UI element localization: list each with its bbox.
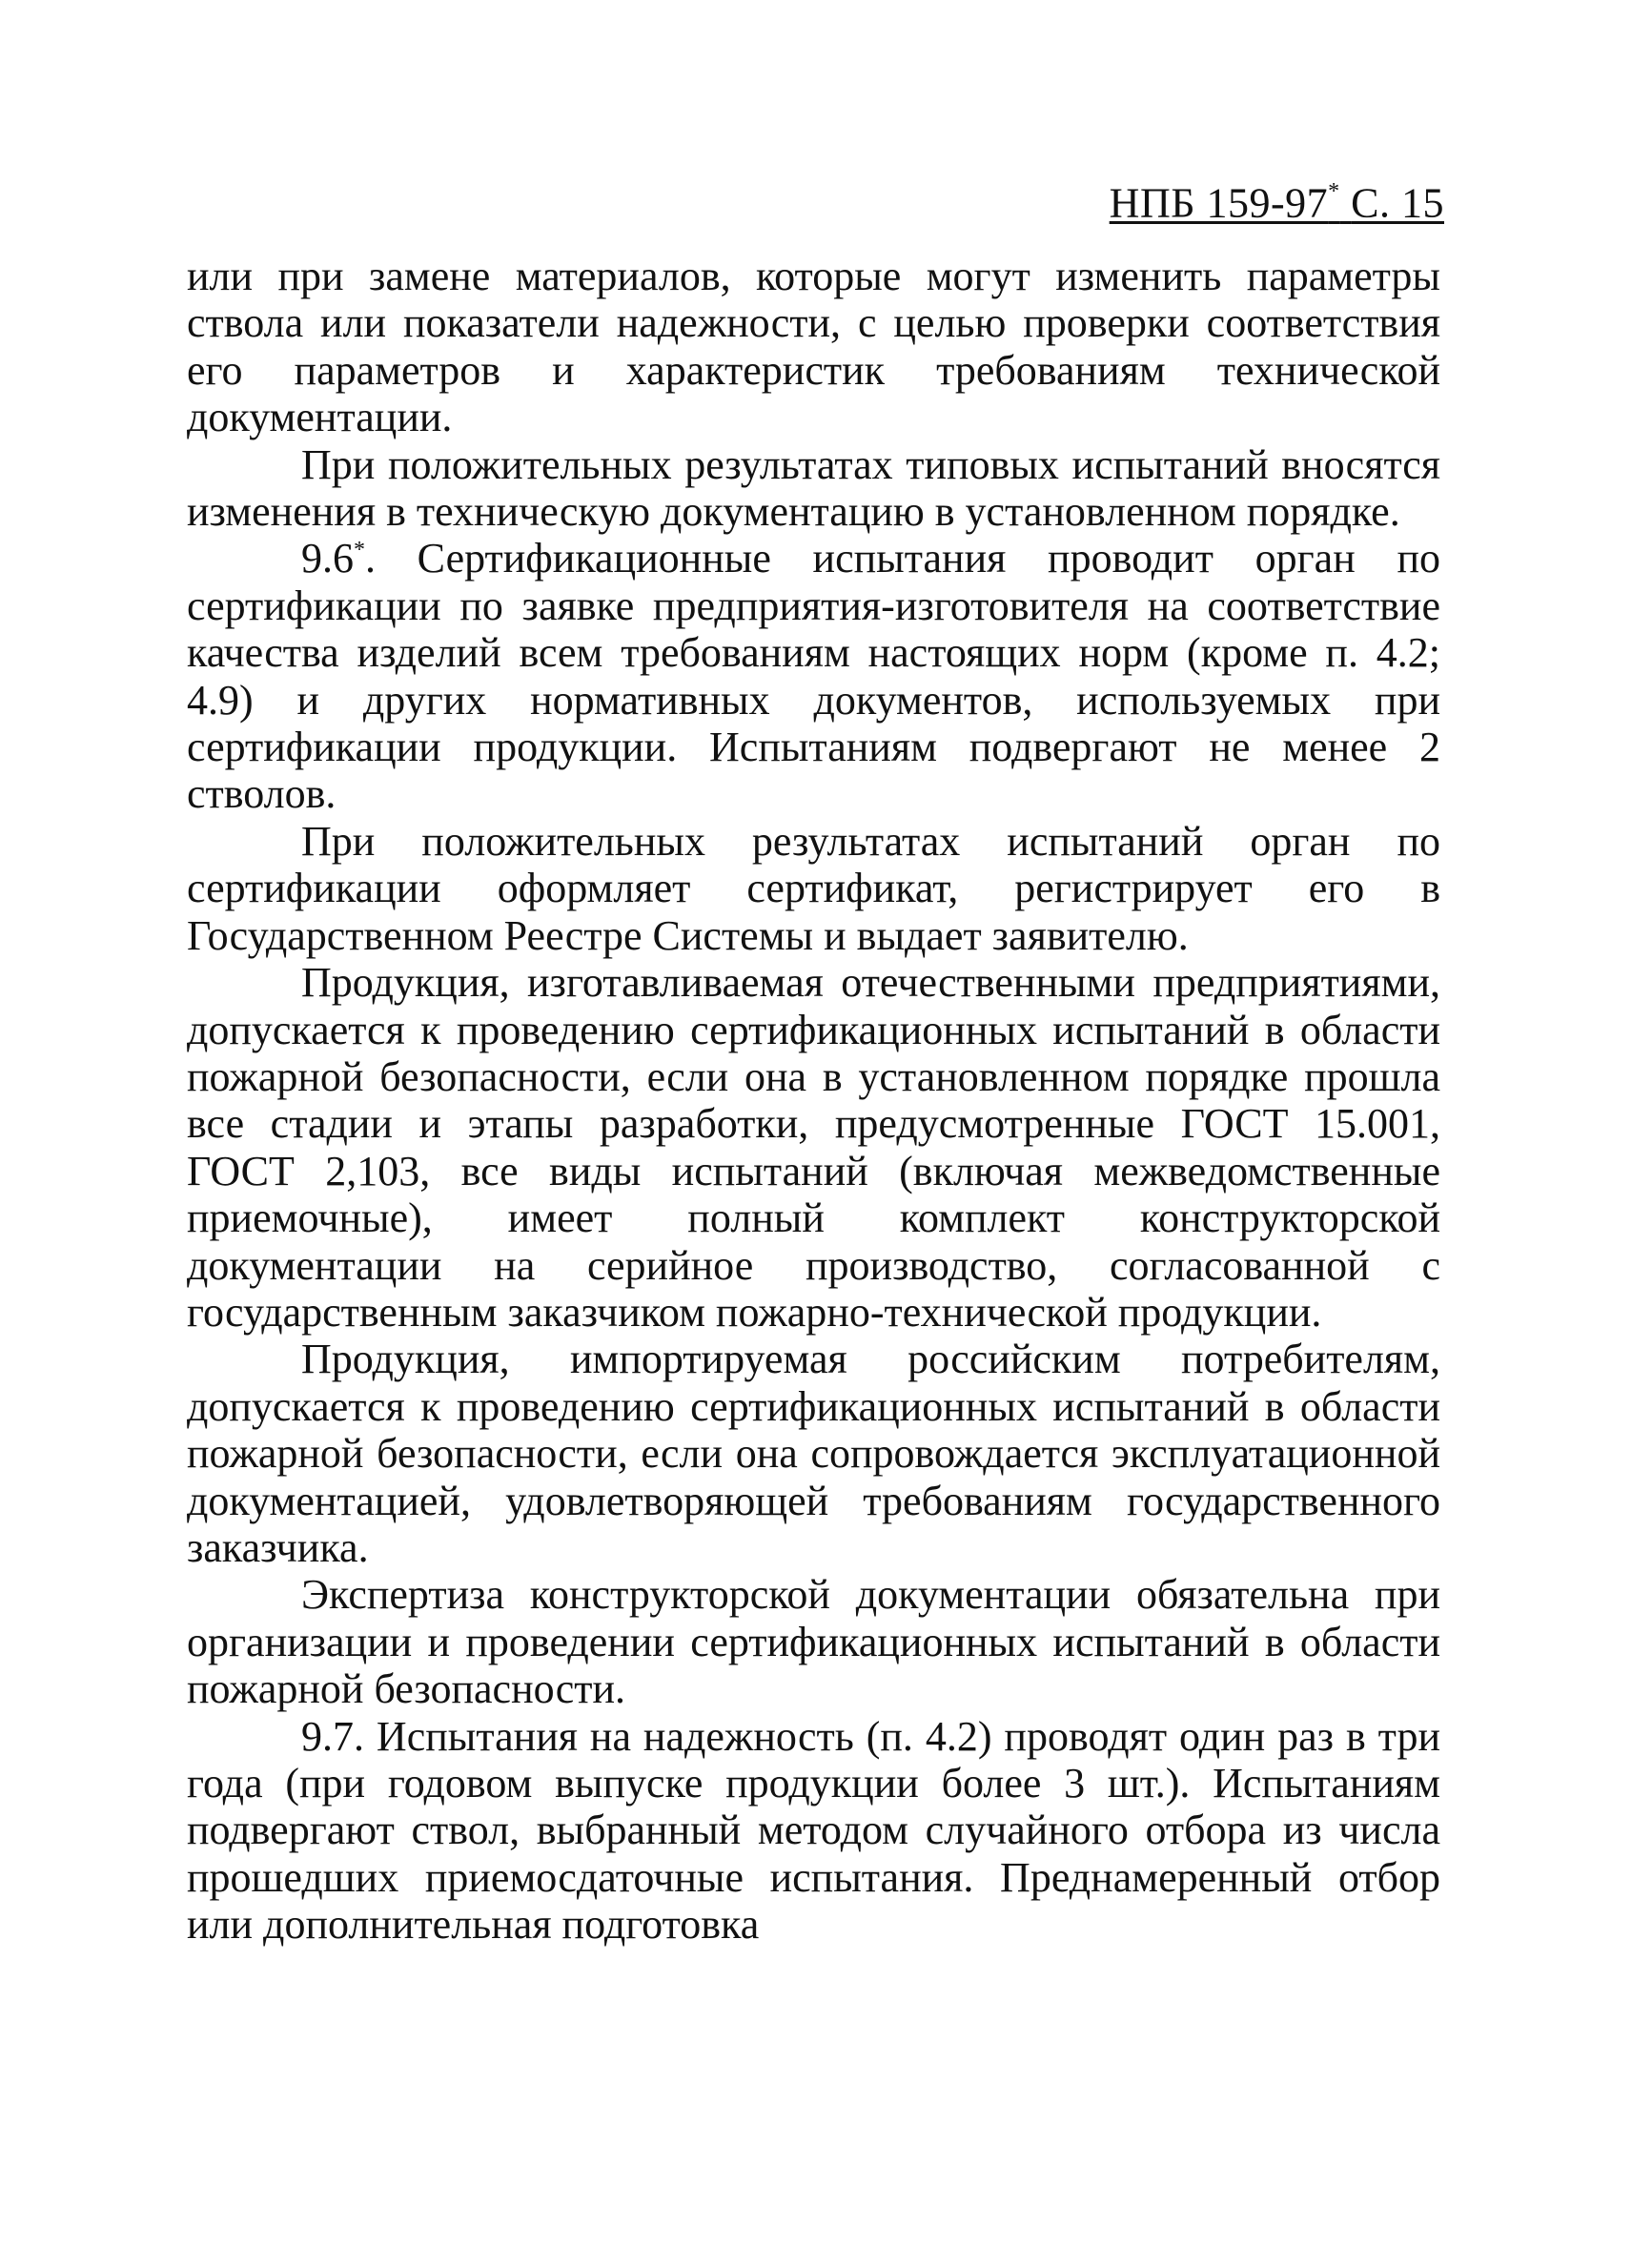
page-header (1110, 172, 1444, 228)
amendment-star: * (1328, 179, 1340, 204)
doc-code: НПБ 159-97 (1109, 179, 1329, 227)
page-number: С. 15 (1351, 179, 1444, 227)
paragraph-domestic-products: Продукция, изготавливаемая отечественными предприятиями, допускается к проведению сертификационных испытаний в области пожарной безопасности, если она в установленном порядке прошла все стадии и этапы разработки, предусмотренные ГОСТ 15.001, ГОСТ 2,103, все виды испытаний (включая межведомственные приемочные), имеет полный комплект конструкторской документации на серийное производство, согласованной с государственным заказчиком пожарно-технической продукции. (187, 959, 1440, 1336)
paragraph-expertise: Экспертиза конструкторской документации обязательна при организации и проведении сертификационных испытаний в области пожарной безопасности. (187, 1571, 1440, 1713)
paragraph-certificate: При положительных результатах испытаний орган по сертификации оформляет сертификат, регистрирует его в Государственном Реестре Системы и выдает заявителю. (187, 817, 1440, 959)
document-body (187, 253, 1440, 1949)
clause-text: . Сертификационные испытания проводит орган по сертификации по заявке предприятия-изготовителя на соответствие качества изделий всем требованиям настоящих норм (кроме п. 4.2; 4.9) и других нормативных документов, используемых при сертификации продукции. Испытаниям подвергают не менее 2 стволов. (187, 535, 1440, 818)
clause-number: 9.6 (301, 535, 354, 582)
clause-star: * (354, 538, 365, 563)
paragraph-continuation: или при замене материалов, которые могут изменить параметры ствола или показатели надежности, с целью проверки соответствия его параметров и характеристик требованиям технической документации. (187, 253, 1440, 441)
paragraph-type-tests-result: При положительных результатах типовых испытаний вносятся изменения в техническую документацию в установленном порядке. (187, 440, 1440, 536)
paragraph-9-6 (187, 535, 1440, 817)
paragraph-9-7: 9.7. Испытания на надежность (п. 4.2) проводят один раз в три года (при годовом выпуске продукции более 3 шт.). Испытаниям подвергают ствол, выбранный методом случайного отбора из числа прошедших приемосдаточные испытания. Преднамеренный отбор или дополнительная подготовка (187, 1712, 1440, 1949)
paragraph-imported-products: Продукция, импортируемая российским потребителям, допускается к проведению сертификационных испытаний в области пожарной безопасности, если она сопровождается эксплуатационной документацией, удовлетворяющей требованиям государственного заказчика. (187, 1336, 1440, 1571)
